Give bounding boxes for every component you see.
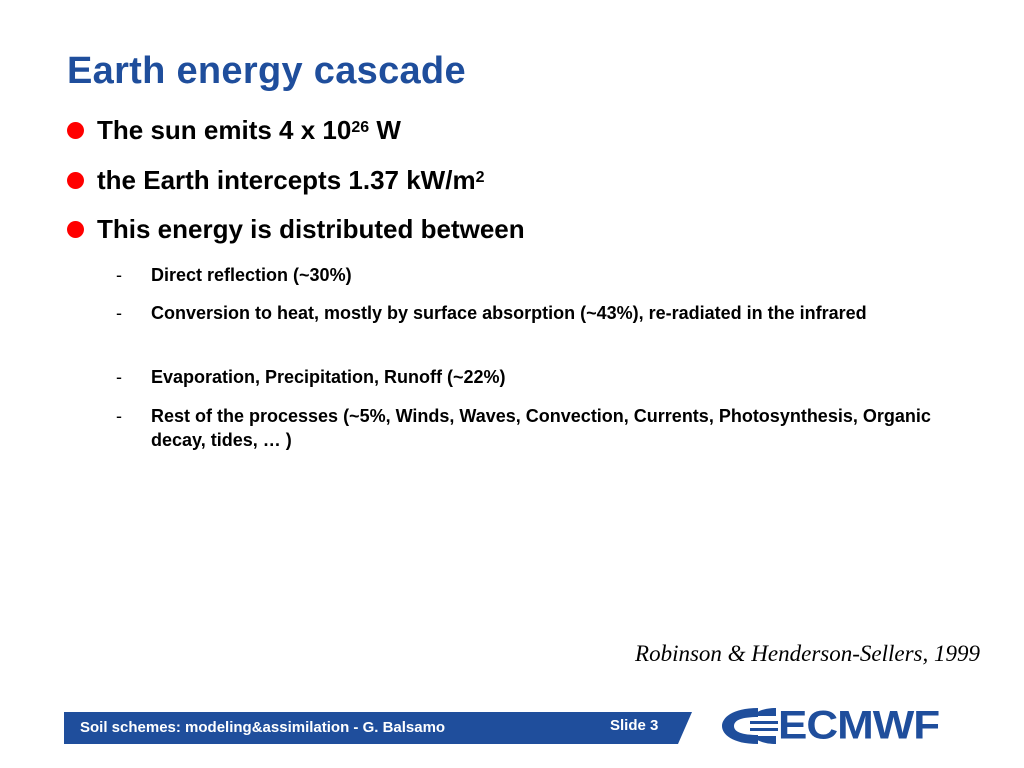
bullet-3 <box>67 214 525 245</box>
red-bullet-icon <box>67 221 84 238</box>
dash-marker: - <box>116 303 122 323</box>
sub-bullet-2 <box>116 301 936 325</box>
slide-number: Slide 3 <box>610 717 659 734</box>
dash-marker: - <box>116 406 122 426</box>
ecmwf-logo <box>720 704 939 748</box>
bullet-3-text: This energy is distributed between <box>97 214 525 244</box>
red-bullet-icon <box>67 172 84 189</box>
slide-title: Earth energy cascade <box>67 50 466 92</box>
bullet-1-text: The sun emits 4 x 10 <box>97 115 352 145</box>
sub-bullet-1-text: Direct reflection (~30%) <box>151 265 352 285</box>
bullet-2: the Earth intercepts 1.37 kW/m $^2$ <box>67 165 484 196</box>
sub-bullet-2-text: Conversion to heat, mostly by surface absorption (~43%), re-radiated in the infrared <box>151 303 867 323</box>
sub-bullet-3-text: Evaporation, Precipitation, Runoff (~22%) <box>151 367 506 387</box>
sub-bullet-4 <box>116 404 936 452</box>
sub-bullet-3 <box>116 365 936 389</box>
dash-marker: - <box>116 265 122 285</box>
red-bullet-icon <box>67 122 84 139</box>
sub-bullet-1 <box>116 263 936 287</box>
ecmwf-logo-text: ECMWF <box>778 703 940 748</box>
ecmwf-swoosh-icon <box>720 704 778 748</box>
sub-bullet-4-text: Rest of the processes (~5%, Winds, Waves, Convection, Currents, Photosynthesis, Organic decay, tides, … ) <box>151 406 931 450</box>
citation: Robinson & Henderson-Sellers, 1999 <box>635 641 980 666</box>
dash-marker: - <box>116 367 122 387</box>
footer-presentation-title: Soil schemes: modeling&assimilation - G. Balsamo <box>80 719 446 736</box>
bullet-2-text: the Earth intercepts 1.37 kW/m <box>97 165 476 195</box>
bullet-1-unit: W <box>369 115 401 145</box>
bullet-1: The sun emits 4 x 10 $^{26}$ W <box>67 115 401 146</box>
